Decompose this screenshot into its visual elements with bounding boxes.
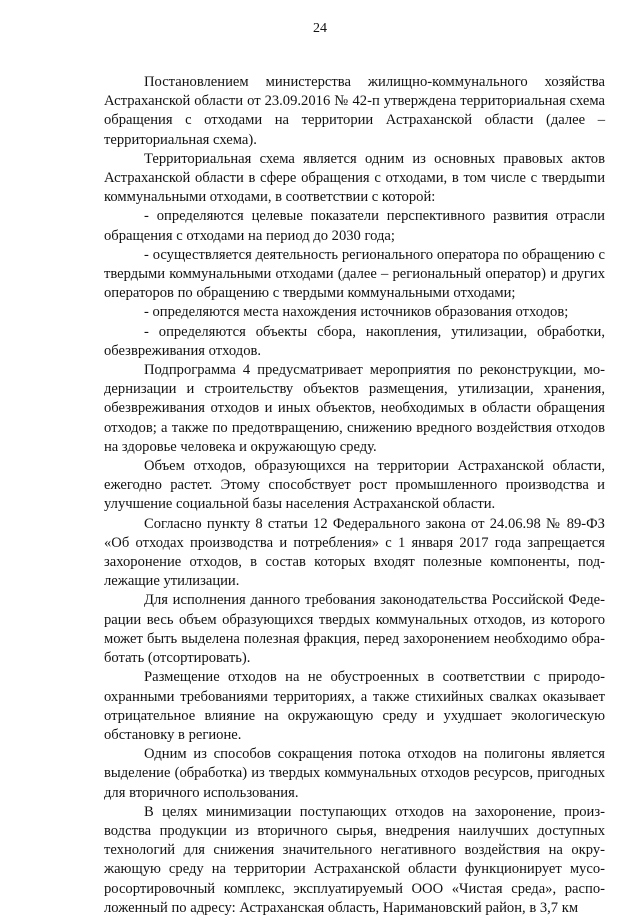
list-item-waste-sources: - определяются места нахождения источников образования отходов;: [144, 304, 569, 321]
paragraph-sorting-complex: В целях минимизации поступающих отходов на захоронение, производства продукции из вторичного сырья, внедрения наилучших доступных технологий для снижения значительного негативного воздействия на окружающую среду на территории Астраханской области функционирует мусоросортировочный комплекс, эксплуатируемый ООО «Чистая среда», расположенный по адресу: Астраханская область, Наримановский район, в 3,7 км: [104, 803, 605, 916]
list-item-regional-operator: - осуществляется деятельность регионального оператора по обращению с твердыми коммунальными отходами (далее – региональный оператор) и других операторов по обращению с твердыми коммунальными отходами;: [104, 246, 605, 302]
paragraph-territorial-scheme: Территориальная схема является одним из основных правовых актов Астраханской области в сфере обращения с отходами, в том числе с твердыmи коммунальными отходами, в соответствии с которой:: [104, 150, 605, 206]
paragraph-federal-law: Согласно пункту 8 статьи 12 Федерального закона от 24.06.98 № 89-ФЗ «Об отходах производства и потребления» с 1 января 2017 года запрещается захоронение отходов, в состав которых входят полезные компоненты, подлежащие утилизации.: [104, 515, 605, 590]
paragraph-waste-volume: Объем отходов, образующихся на территории Астраханской области, ежегодно растет. Этому способствует рост промышленного производства и улучшение социальной базы населения Астраханской области.: [104, 458, 605, 513]
paragraph-decree: Постановлением министерства жилищно-коммунального хозяйства Астраханской области от 23.09.2016 № 42-п утверждена территориальная схема обращения с отходами на территории Астраханской области (далее – территориальная схема).: [104, 74, 605, 148]
paragraph-reduction-methods: Одним из способов сокращения потока отходов на полигоны является выделение (обработка) из твердых коммунальных отходов ресурсов, пригодных для вторичного использования.: [104, 746, 605, 801]
list-item-waste-facilities: - определяются объекты сбора, накопления, утилизации, обработки, обезвреживания отходов.: [104, 323, 605, 359]
page-number: 24: [313, 21, 327, 36]
paragraph-law-requirement: Для исполнения данного требования законодательства Российской Федерации весь объем образующихся твердых коммунальных отходов, из которого может быть выделена полезная фракция, перед захоронением необходимо обработать (отсортировать).: [104, 592, 605, 667]
document-body: [104, 73, 605, 918]
paragraph-unequipped-sites: Размещение отходов на не обустроенных в соответствии с природоохранными требованиями территориях, а также стихийных свалках оказывает отрицательное влияние на окружающую среду и ухудшает экологическую обстановку в регионе.: [104, 669, 605, 743]
paragraph-subprogram-4: Подпрограмма 4 предусматривает мероприятия по реконструкции, модернизации и строительству объектов размещения, утилизации, хранения, обезвреживания отходов и иных объектов, необходимых в области обращения отходов; а также по предотвращению, снижению вредного воздействия отходов на здоровье человека и окружающую среду.: [104, 362, 605, 455]
list-item-target-indicators: - определяются целевые показатели перспективного развития отрасли обращения с отходами на период до 2030 года;: [104, 208, 605, 244]
